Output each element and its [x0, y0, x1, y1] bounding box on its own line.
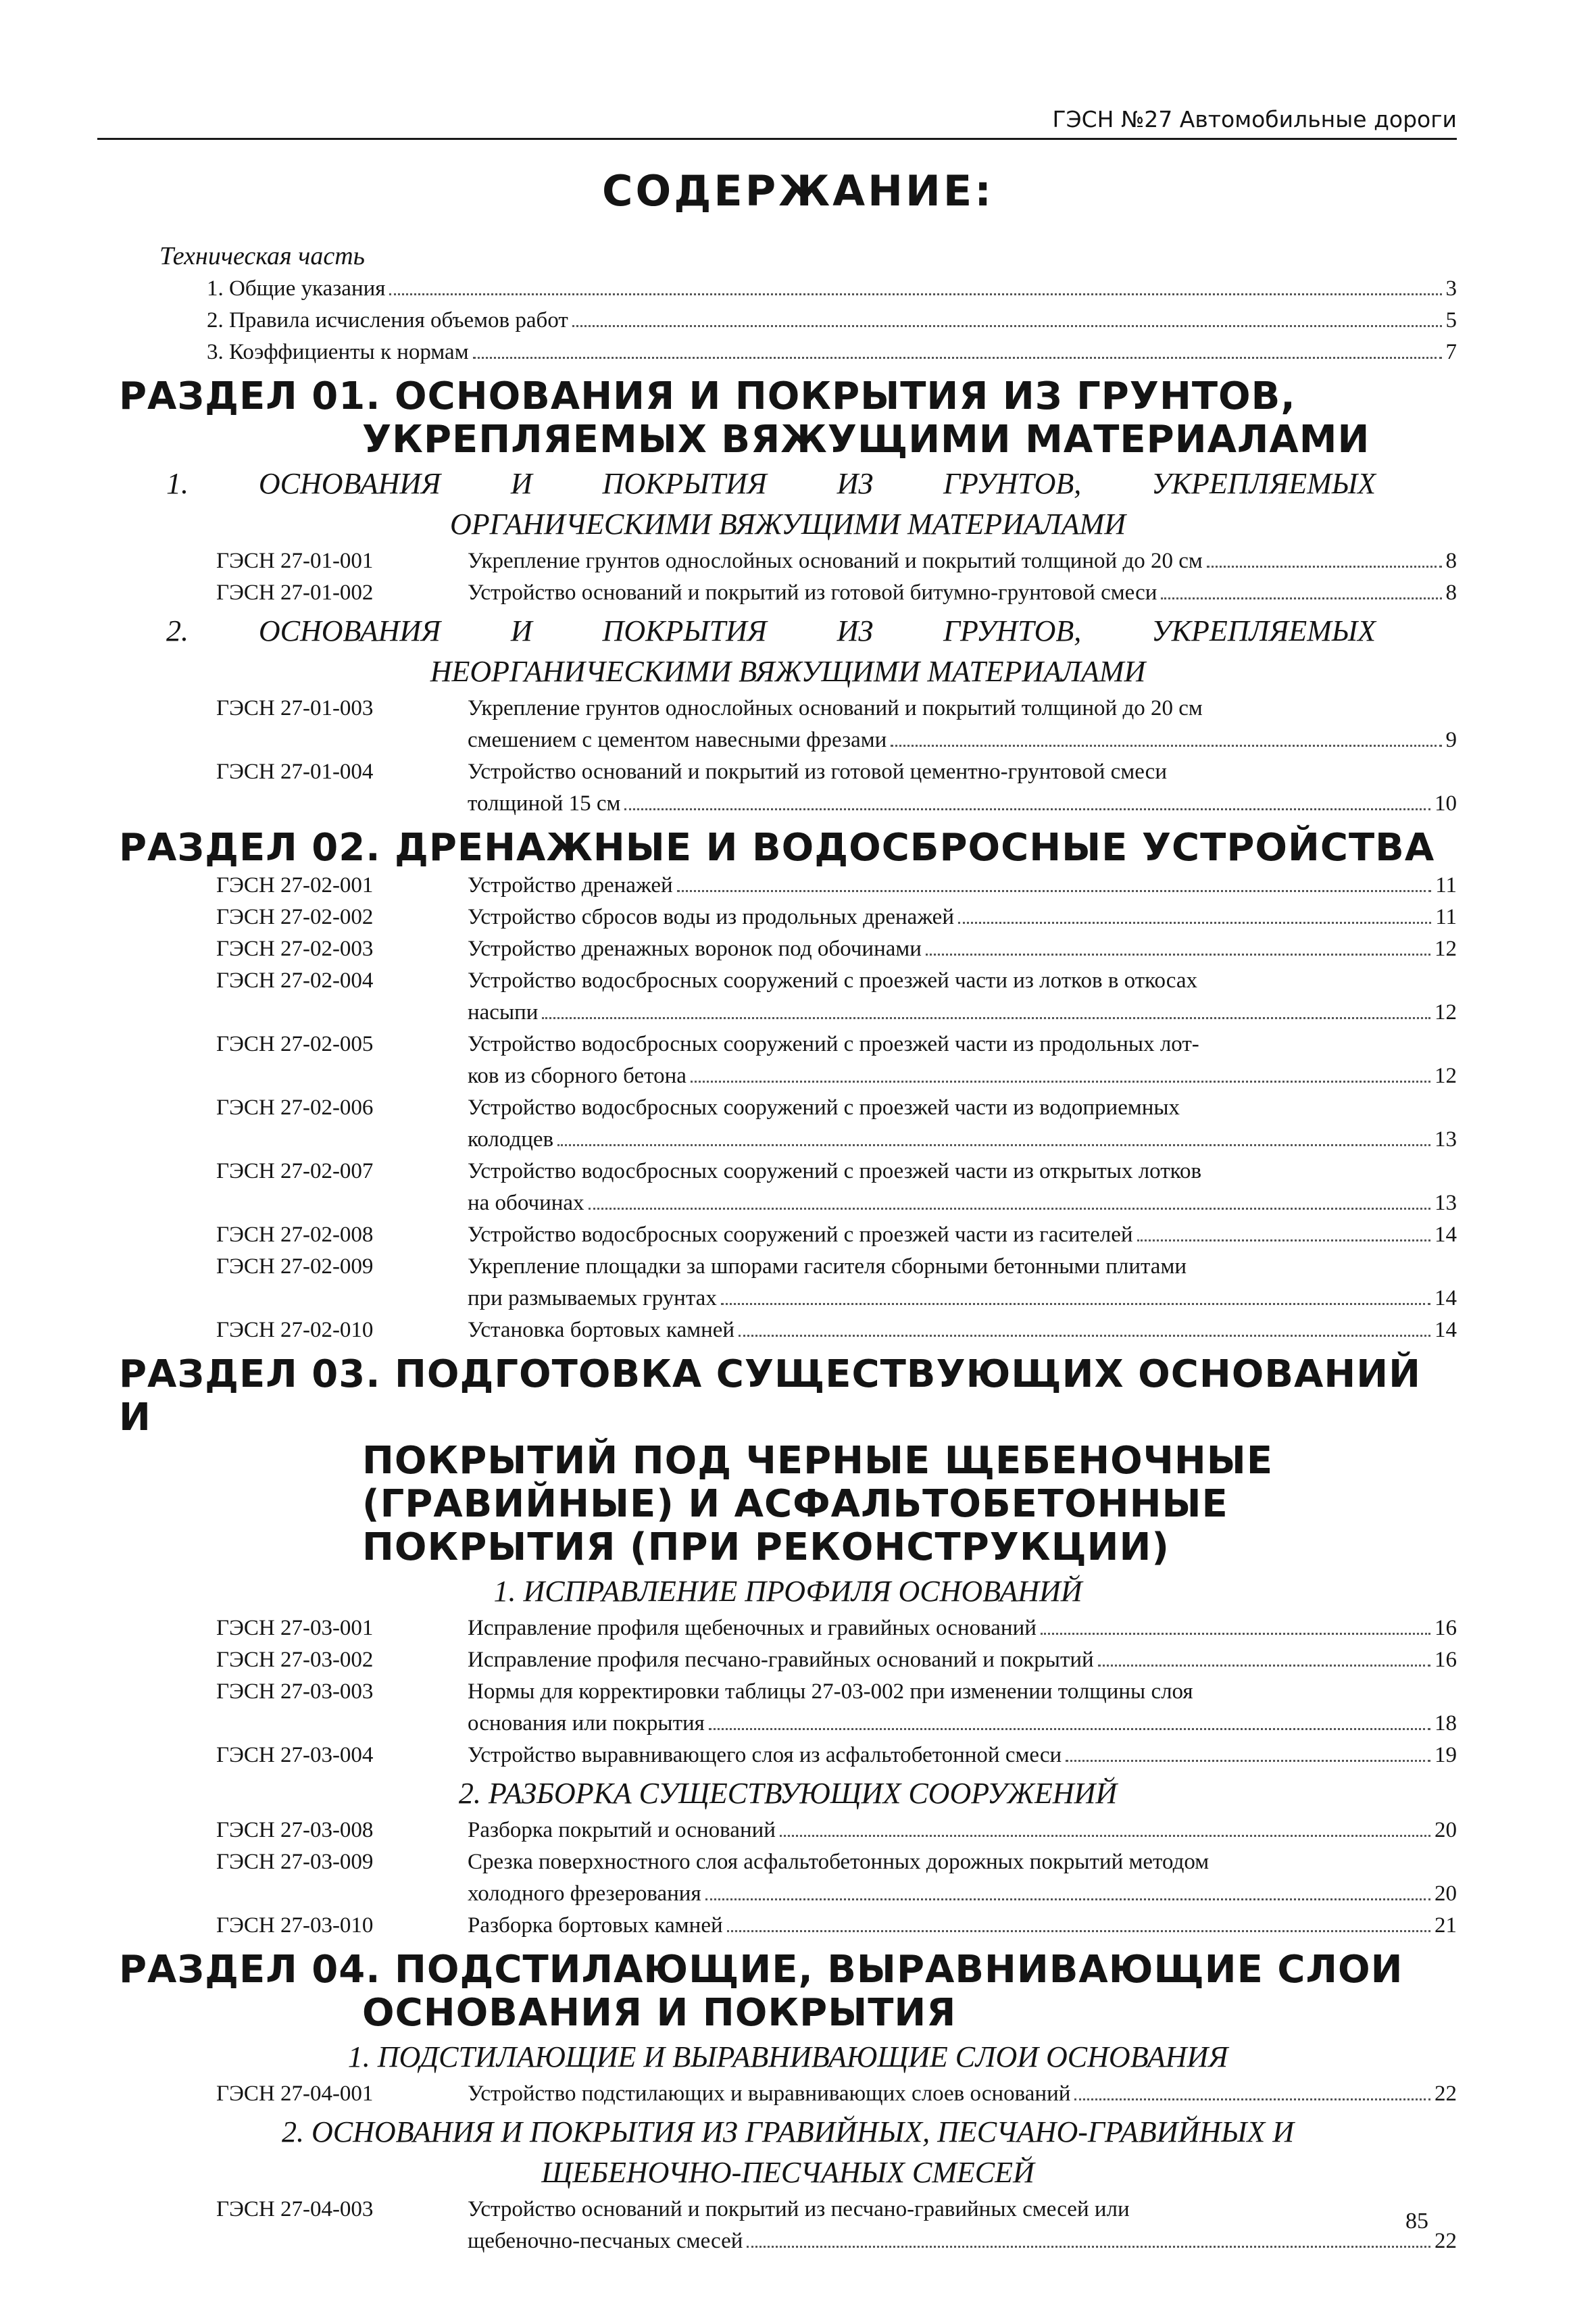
entry-code: ГЭСН 27-02-005 — [216, 1032, 374, 1056]
entry-line — [468, 1644, 1457, 1676]
toc-entry — [119, 2194, 1457, 2257]
entry-text: основания или покрытия — [468, 1711, 705, 1736]
entry-page: 22 — [1435, 2229, 1457, 2253]
entry-text: Устройство водосбросных сооружений с проезжей части из открытых лотков — [468, 1159, 1202, 1183]
entry-line — [468, 933, 1457, 965]
entry-code: ГЭСН 27-02-010 — [216, 1318, 374, 1342]
section-heading-line: ПОКРЫТИЯ (ПРИ РЕКОНСТРУКЦИИ) — [362, 1525, 1170, 1569]
entry-text: Исправление профиля щебеночных и гравийных оснований — [468, 1616, 1037, 1640]
subsection-heading-word: ГРУНТОВ, — [943, 614, 1082, 647]
dot-leader — [1207, 566, 1442, 568]
toc-entry — [119, 1029, 1457, 1092]
subsection-heading-word: ПОКРЫТИЯ — [602, 614, 767, 647]
entry-text: Срезка поверхностного слоя асфальтобетонных дорожных покрытий методом — [468, 1850, 1210, 1874]
toc-entry — [119, 577, 1457, 609]
entry-body — [468, 545, 1457, 577]
dot-leader — [727, 1930, 1430, 1932]
subsection-heading — [119, 613, 1457, 649]
entry-text: щебеночно-песчаных смесей — [468, 2229, 743, 2253]
entry-page: 11 — [1435, 905, 1457, 929]
subsection-heading — [119, 466, 1457, 502]
subsection-heading-word: И — [510, 614, 532, 647]
toc-entry — [119, 693, 1457, 756]
subsection-heading-word: 1. — [166, 467, 189, 500]
toc-entry — [119, 1251, 1457, 1314]
entry-line — [468, 1187, 1457, 1219]
toc-entry — [119, 1613, 1457, 1644]
entry-code: ГЭСН 27-03-001 — [216, 1616, 374, 1640]
section-heading-line: УКРЕПЛЯЕМЫХ ВЯЖУЩИМИ МАТЕРИАЛАМИ — [362, 418, 1370, 462]
dot-leader — [747, 2246, 1430, 2248]
entry-body — [468, 1156, 1457, 1219]
entry-line — [468, 1124, 1457, 1156]
subsection-heading-word: ОСНОВАНИЯ — [258, 467, 441, 500]
entry-code: ГЭСН 27-02-001 — [216, 873, 374, 897]
entry-line — [468, 1910, 1457, 1942]
entry-body — [207, 273, 1457, 305]
entry-body — [468, 965, 1457, 1029]
entry-code: ГЭСН 27-04-003 — [216, 2197, 374, 2221]
entry-text: Устройство оснований и покрытий из готовой битумно-грунтовой смеси — [468, 581, 1157, 605]
toc-entry — [119, 1846, 1457, 1910]
entry-code: ГЭСН 27-01-002 — [216, 581, 374, 605]
entry-line — [468, 1314, 1457, 1346]
entry-line — [468, 545, 1457, 577]
entry-text: Укрепление площадки за шпорами гасителя сборными бетонными плитами — [468, 1254, 1187, 1279]
entry-text: Устройство оснований и покрытий из готовой цементно-грунтовой смеси — [468, 760, 1167, 784]
dot-leader — [691, 1081, 1430, 1083]
entry-text: ков из сборного бетона — [468, 1064, 687, 1088]
section-heading-line: РАЗДЕЛ 03. ПОДГОТОВКА СУЩЕСТВУЮЩИХ ОСНОВАНИЙ И — [119, 1352, 1421, 1439]
entry-text: Исправление профиля песчано-гравийных оснований и покрытий — [468, 1648, 1094, 1672]
toc-entry — [119, 965, 1457, 1029]
technical-part-title: Техническая часть — [159, 242, 365, 270]
subsection-heading-continued: НЕОРГАНИЧЕСКИМИ ВЯЖУЩИМИ МАТЕРИАЛАМИ — [430, 655, 1146, 688]
toc-entry — [119, 2078, 1457, 2110]
dot-leader — [624, 808, 1430, 810]
entry-line — [207, 273, 1457, 305]
entry-body — [468, 933, 1457, 965]
entry-page: 8 — [1445, 549, 1457, 573]
entry-page: 8 — [1445, 581, 1457, 605]
subsection-heading-word: УКРЕПЛЯЕМЫХ — [1151, 614, 1376, 647]
entry-body — [468, 577, 1457, 609]
entry-code: ГЭСН 27-01-003 — [216, 696, 374, 720]
dot-leader — [739, 1335, 1430, 1337]
dot-leader — [557, 1144, 1430, 1146]
entry-line — [468, 788, 1457, 820]
entry-body — [468, 1613, 1457, 1644]
dot-leader — [542, 1017, 1430, 1019]
dot-leader — [1066, 1760, 1430, 1762]
subsection-heading-word: ОСНОВАНИЯ — [258, 614, 441, 647]
section-heading-line: РАЗДЕЛ 04. ПОДСТИЛАЮЩИЕ, ВЫРАВНИВАЮЩИЕ СЛОИ — [119, 1948, 1403, 1992]
entry-page: 19 — [1435, 1743, 1457, 1767]
entry-page: 13 — [1435, 1127, 1457, 1152]
section-heading — [119, 1948, 1457, 2035]
entry-code: ГЭСН 27-02-004 — [216, 968, 374, 993]
entry-code: ГЭСН 27-01-001 — [216, 549, 374, 573]
toc-entry — [119, 756, 1457, 820]
entry-text: Разборка бортовых камней — [468, 1913, 723, 1938]
entry-page: 21 — [1435, 1913, 1457, 1938]
entry-text: Устройство водосбросных сооружений с проезжей части из водоприемных — [468, 1096, 1180, 1120]
entry-code: ГЭСН 27-01-004 — [216, 760, 374, 784]
entry-page: 16 — [1435, 1616, 1457, 1640]
entry-text: на обочинах — [468, 1191, 584, 1215]
section-heading — [119, 827, 1457, 870]
toc-entry — [119, 902, 1457, 933]
entry-line — [207, 305, 1457, 337]
technical-part-list — [119, 273, 1457, 368]
section-heading-line: (ГРАВИЙНЫЕ) И АСФАЛЬТОБЕТОННЫЕ — [362, 1482, 1228, 1526]
dot-leader — [891, 745, 1441, 747]
entry-line — [468, 1283, 1457, 1314]
subsection-heading-word: 2. — [166, 614, 189, 647]
entry-text: при размываемых грунтах — [468, 1286, 717, 1310]
toc-entry — [119, 1740, 1457, 1771]
entry-text: Устройство водосбросных сооружений с проезжей части из лотков в откосах — [468, 968, 1198, 993]
toc-entry — [119, 933, 1457, 965]
entry-code: ГЭСН 27-03-009 — [216, 1850, 374, 1874]
toc-entry — [119, 870, 1457, 902]
entry-body — [468, 2194, 1457, 2257]
dot-leader — [1041, 1633, 1430, 1635]
dot-leader — [958, 922, 1431, 924]
entry-text: 3. Коэффициенты к нормам — [207, 340, 469, 364]
entry-line — [468, 2225, 1457, 2257]
entry-code: ГЭСН 27-04-001 — [216, 2082, 374, 2106]
entry-page: 12 — [1435, 1064, 1457, 1088]
entry-text: 1. Общие указания — [207, 276, 386, 301]
entry-page: 20 — [1435, 1881, 1457, 1906]
entry-text: насыпи — [468, 1000, 539, 1025]
entry-text: колодцев — [468, 1127, 554, 1152]
subsection-heading: 2. РАЗБОРКА СУЩЕСТВУЮЩИХ СООРУЖЕНИЙ — [458, 1777, 1118, 1810]
subsection-heading: 1. ИСПРАВЛЕНИЕ ПРОФИЛЯ ОСНОВАНИЙ — [493, 1575, 1082, 1608]
subsection-heading-word: ГРУНТОВ, — [943, 467, 1082, 500]
dot-leader — [389, 293, 1441, 295]
entry-line — [468, 1219, 1457, 1251]
entry-line — [468, 870, 1457, 902]
dot-leader — [1074, 2098, 1430, 2100]
entry-body — [468, 1029, 1457, 1092]
dot-leader — [677, 890, 1432, 892]
entry-line — [468, 1060, 1457, 1092]
toc-entry — [119, 1156, 1457, 1219]
entry-text: Устройство выравнивающего слоя из асфальтобетонной смеси — [468, 1743, 1062, 1767]
entry-code: ГЭСН 27-02-009 — [216, 1254, 374, 1279]
entry-code: ГЭСН 27-02-002 — [216, 905, 374, 929]
subsection-heading-word: ИЗ — [837, 614, 874, 647]
entry-page: 3 — [1445, 276, 1457, 301]
subsection-heading-word: ИЗ — [837, 467, 874, 500]
toc-entry — [207, 337, 1457, 368]
entry-code: ГЭСН 27-03-004 — [216, 1743, 374, 1767]
entry-line — [468, 1815, 1457, 1846]
dot-leader — [589, 1208, 1430, 1210]
toc-entry — [119, 1815, 1457, 1846]
entry-line — [207, 337, 1457, 368]
entry-body — [468, 1910, 1457, 1942]
entry-page: 7 — [1445, 340, 1457, 364]
entry-page: 13 — [1435, 1191, 1457, 1215]
toc-entry — [119, 1644, 1457, 1676]
section-heading-line: ОСНОВАНИЯ И ПОКРЫТИЯ — [362, 1991, 957, 2035]
entry-page: 20 — [1435, 1818, 1457, 1842]
entry-page: 14 — [1435, 1318, 1457, 1342]
subsection-heading-word: ПОКРЫТИЯ — [602, 467, 767, 500]
entry-code: ГЭСН 27-03-002 — [216, 1648, 374, 1672]
entry-code: ГЭСН 27-02-007 — [216, 1159, 374, 1183]
entry-text: Устройство дренажей — [468, 873, 673, 897]
dot-leader — [926, 954, 1430, 956]
table-of-contents — [119, 237, 1457, 2257]
entry-text: Устройство оснований и покрытий из песчано-гравийных смесей или — [468, 2197, 1130, 2221]
entry-body — [468, 870, 1457, 902]
entry-body — [468, 1846, 1457, 1910]
dot-leader — [1161, 597, 1441, 599]
entry-text: Разборка покрытий и оснований — [468, 1818, 776, 1842]
entry-text: Нормы для корректировки таблицы 27-03-002 при изменении толщины слоя — [468, 1679, 1193, 1704]
entry-text: Установка бортовых камней — [468, 1318, 735, 1342]
entry-body — [468, 1092, 1457, 1156]
entry-page: 16 — [1435, 1648, 1457, 1672]
toc-entry — [119, 1314, 1457, 1346]
toc-entry — [119, 1092, 1457, 1156]
entry-body — [468, 1251, 1457, 1314]
entry-text: холодного фрезерования — [468, 1881, 701, 1906]
section-heading — [119, 1353, 1457, 1569]
entry-line — [468, 1708, 1457, 1740]
section-heading-line: РАЗДЕЛ 01. ОСНОВАНИЯ И ПОКРЫТИЯ ИЗ ГРУНТОВ, — [119, 374, 1296, 418]
dot-leader — [721, 1303, 1430, 1305]
entry-body — [468, 756, 1457, 820]
dot-leader — [572, 325, 1442, 327]
entry-page: 22 — [1435, 2082, 1457, 2106]
dot-leader — [1098, 1665, 1430, 1667]
entry-text: толщиной 15 см — [468, 791, 621, 816]
entry-text: Устройство водосбросных сооружений с проезжей части из гасителей — [468, 1223, 1133, 1247]
entry-body — [468, 1676, 1457, 1740]
entry-text: Укрепление грунтов однослойных оснований и покрытий толщиной до 20 см — [468, 696, 1203, 720]
entry-page: 11 — [1435, 873, 1457, 897]
entry-text: Укрепление грунтов однослойных оснований и покрытий толщиной до 20 см — [468, 549, 1203, 573]
entry-code: ГЭСН 27-02-006 — [216, 1096, 374, 1120]
entry-page: 10 — [1435, 791, 1457, 816]
entry-text: Устройство сбросов воды из продольных дренажей — [468, 905, 954, 929]
entry-line — [468, 1878, 1457, 1910]
entry-page: 14 — [1435, 1286, 1457, 1310]
entry-line — [468, 2078, 1457, 2110]
subsection-heading-word: И — [510, 467, 532, 500]
entry-body — [207, 305, 1457, 337]
entry-page: 14 — [1435, 1223, 1457, 1247]
entry-body — [468, 1314, 1457, 1346]
entry-code: ГЭСН 27-03-003 — [216, 1679, 374, 1704]
section-heading-line: РАЗДЕЛ 02. ДРЕНАЖНЫЕ И ВОДОСБРОСНЫЕ УСТРОЙСТВА — [119, 826, 1435, 870]
entry-line — [468, 724, 1457, 756]
entry-text: 2. Правила исчисления объемов работ — [207, 308, 568, 333]
entry-code: ГЭСН 27-03-010 — [216, 1913, 374, 1938]
subsection-heading-word: УКРЕПЛЯЕМЫХ — [1151, 467, 1376, 500]
entry-body — [468, 1740, 1457, 1771]
toc-entry — [207, 305, 1457, 337]
entry-body — [468, 693, 1457, 756]
section-heading-line: ПОКРЫТИЙ ПОД ЧЕРНЫЕ ЩЕБЕНОЧНЫЕ — [362, 1439, 1274, 1483]
toc-entry — [119, 545, 1457, 577]
dot-leader — [780, 1835, 1430, 1837]
entry-line — [468, 1613, 1457, 1644]
toc-entry — [207, 273, 1457, 305]
entry-body — [207, 337, 1457, 368]
entry-body — [468, 1815, 1457, 1846]
entry-page: 18 — [1435, 1711, 1457, 1736]
entry-body — [468, 2078, 1457, 2110]
subsection-heading: 2. ОСНОВАНИЯ И ПОКРЫТИЯ ИЗ ГРАВИЙНЫХ, ПЕСЧАНО-ГРАВИЙНЫХ И — [281, 2115, 1295, 2148]
entry-line — [468, 997, 1457, 1029]
entry-code: ГЭСН 27-03-008 — [216, 1818, 374, 1842]
entry-line — [468, 902, 1457, 933]
dot-leader — [705, 1898, 1430, 1900]
entry-body — [468, 1219, 1457, 1251]
entry-code: ГЭСН 27-02-003 — [216, 937, 374, 961]
subsection-heading-continued: ЩЕБЕНОЧНО-ПЕСЧАНЫХ СМЕСЕЙ — [541, 2156, 1034, 2189]
dot-leader — [709, 1728, 1430, 1730]
entry-body — [468, 902, 1457, 933]
entry-body — [468, 1644, 1457, 1676]
entry-text: смешением с цементом навесными фрезами — [468, 728, 887, 752]
entry-page: 12 — [1435, 1000, 1457, 1025]
dot-leader — [473, 357, 1442, 359]
toc-entry — [119, 1676, 1457, 1740]
running-header: ГЭСН №27 Автомобильные дороги — [97, 101, 1457, 140]
page-title: СОДЕРЖАНИЕ: — [601, 166, 995, 216]
entry-page: 9 — [1445, 728, 1457, 752]
entry-page: 5 — [1445, 308, 1457, 333]
entry-text: Устройство водосбросных сооружений с проезжей части из продольных лот- — [468, 1032, 1199, 1056]
toc-entry — [119, 1910, 1457, 1942]
entry-code: ГЭСН 27-02-008 — [216, 1223, 374, 1247]
sections-list — [119, 375, 1457, 2257]
entry-text: Устройство подстилающих и выравнивающих слоев оснований — [468, 2082, 1071, 2106]
section-heading — [119, 375, 1457, 462]
toc-entry — [119, 1219, 1457, 1251]
dot-leader — [1137, 1239, 1430, 1241]
entry-line — [468, 1740, 1457, 1771]
entry-line — [468, 577, 1457, 609]
subsection-heading-continued: ОРГАНИЧЕСКИМИ ВЯЖУЩИМИ МАТЕРИАЛАМИ — [450, 508, 1126, 541]
subsection-heading: 1. ПОДСТИЛАЮЩИЕ И ВЫРАВНИВАЮЩИЕ СЛОИ ОСНОВАНИЯ — [347, 2040, 1228, 2073]
entry-text: Устройство дренажных воронок под обочинами — [468, 937, 922, 961]
entry-page: 12 — [1435, 937, 1457, 961]
page-number: 85 — [1405, 2209, 1428, 2234]
